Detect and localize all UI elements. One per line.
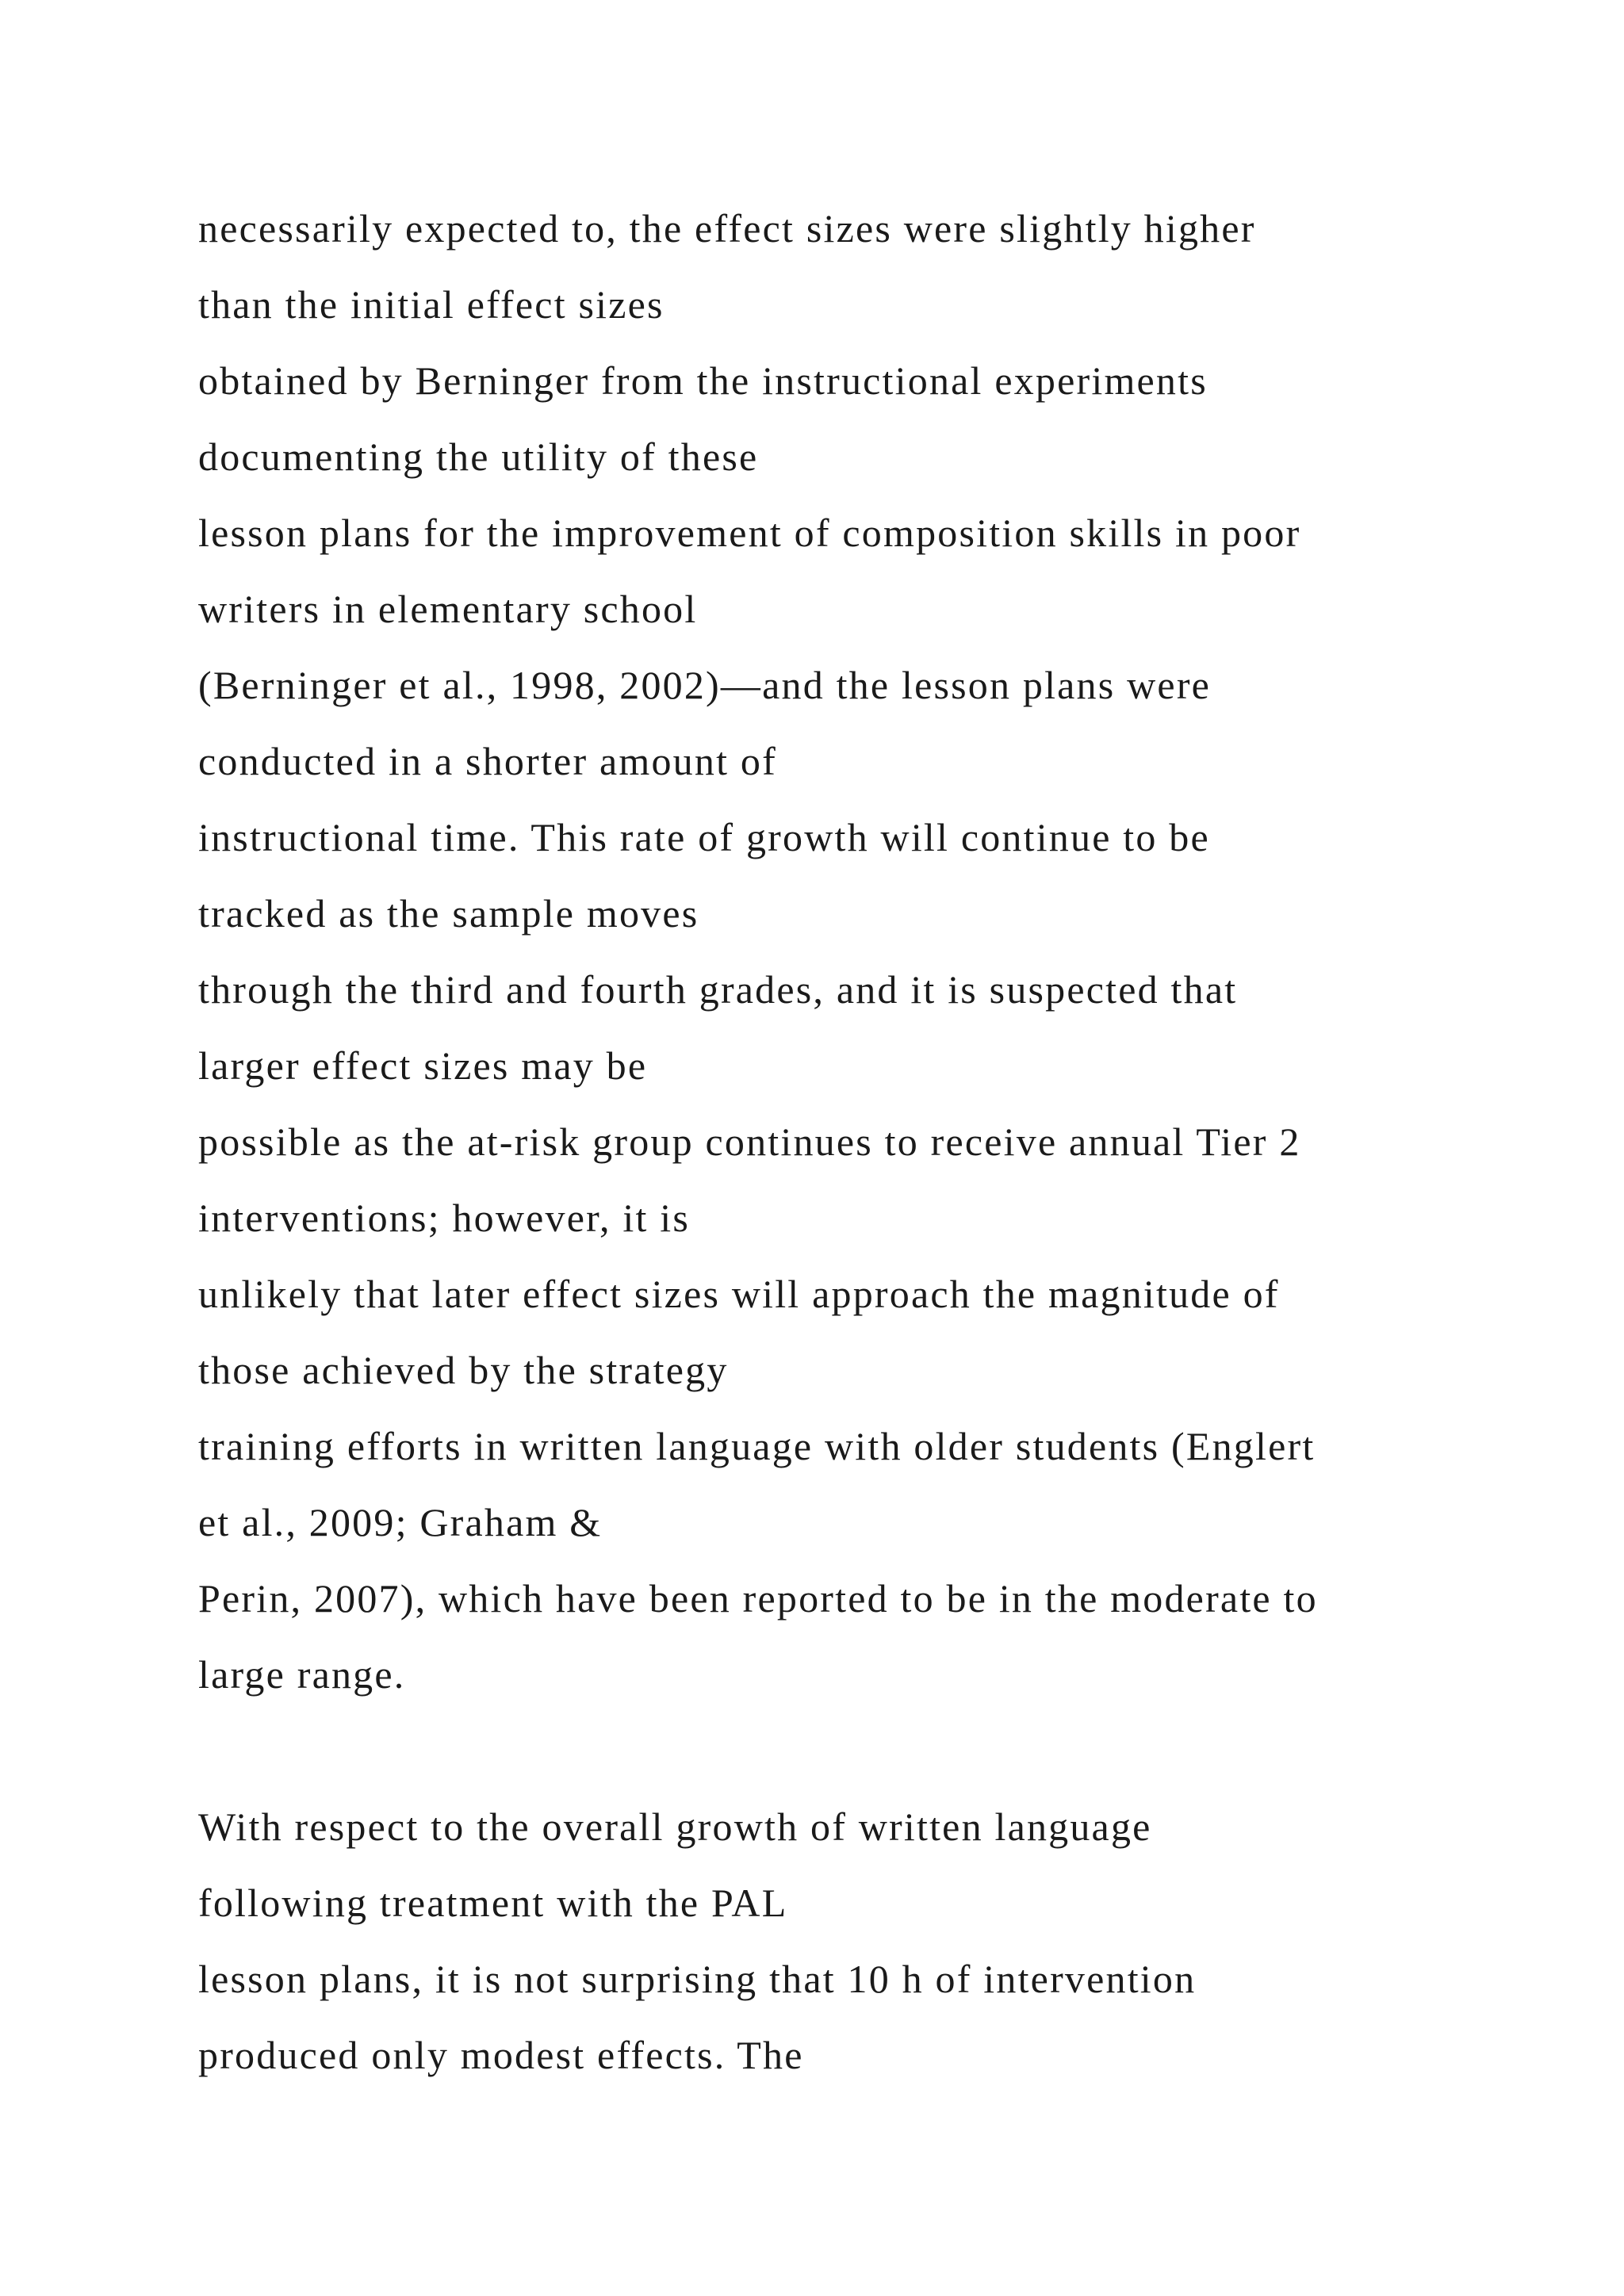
paragraph-1 xyxy=(198,190,1594,1712)
text-line: unlikely that later effect sizes will approach the magnitude of xyxy=(198,1272,1280,1316)
text-line: (Berninger et al., 1998, 2002)—and the lesson plans were xyxy=(198,663,1212,707)
text-line: writers in elementary school xyxy=(198,587,698,631)
text-line: possible as the at-risk group continues to receive annual Tier 2 xyxy=(198,1119,1301,1164)
text-line: et al., 2009; Graham & xyxy=(198,1500,603,1544)
text-line: Perin, 2007), which have been reported to be in the moderate to xyxy=(198,1576,1318,1621)
text-line: tracked as the sample moves xyxy=(198,891,699,936)
body-text xyxy=(198,190,1594,2093)
text-line: than the initial effect sizes xyxy=(198,282,665,327)
text-line: instructional time. This rate of growth will continue to be xyxy=(198,815,1210,859)
paragraph-gap xyxy=(198,1712,1594,1789)
text-line: necessarily expected to, the effect sizes were slightly higher xyxy=(198,206,1256,251)
text-line: large range. xyxy=(198,1652,406,1697)
text-line: documenting the utility of these xyxy=(198,434,759,479)
text-line: produced only modest effects. The xyxy=(198,2033,804,2077)
text-line: lesson plans, it is not surprising that 10 h of intervention xyxy=(198,1957,1197,2001)
text-line: interventions; however, it is xyxy=(198,1196,691,1240)
text-line: larger effect sizes may be xyxy=(198,1043,648,1088)
text-line: lesson plans for the improvement of composition skills in poor xyxy=(198,511,1301,555)
text-line: training efforts in written language with older students (Englert xyxy=(198,1424,1316,1468)
text-line: through the third and fourth grades, and it is suspected that xyxy=(198,967,1238,1012)
paragraph-2 xyxy=(198,1789,1594,2093)
text-line: With respect to the overall growth of written language xyxy=(198,1804,1152,1849)
text-line: following treatment with the PAL xyxy=(198,1881,788,1925)
text-line: those achieved by the strategy xyxy=(198,1348,729,1392)
text-line: conducted in a shorter amount of xyxy=(198,739,777,783)
text-line: obtained by Berninger from the instructional experiments xyxy=(198,358,1208,403)
